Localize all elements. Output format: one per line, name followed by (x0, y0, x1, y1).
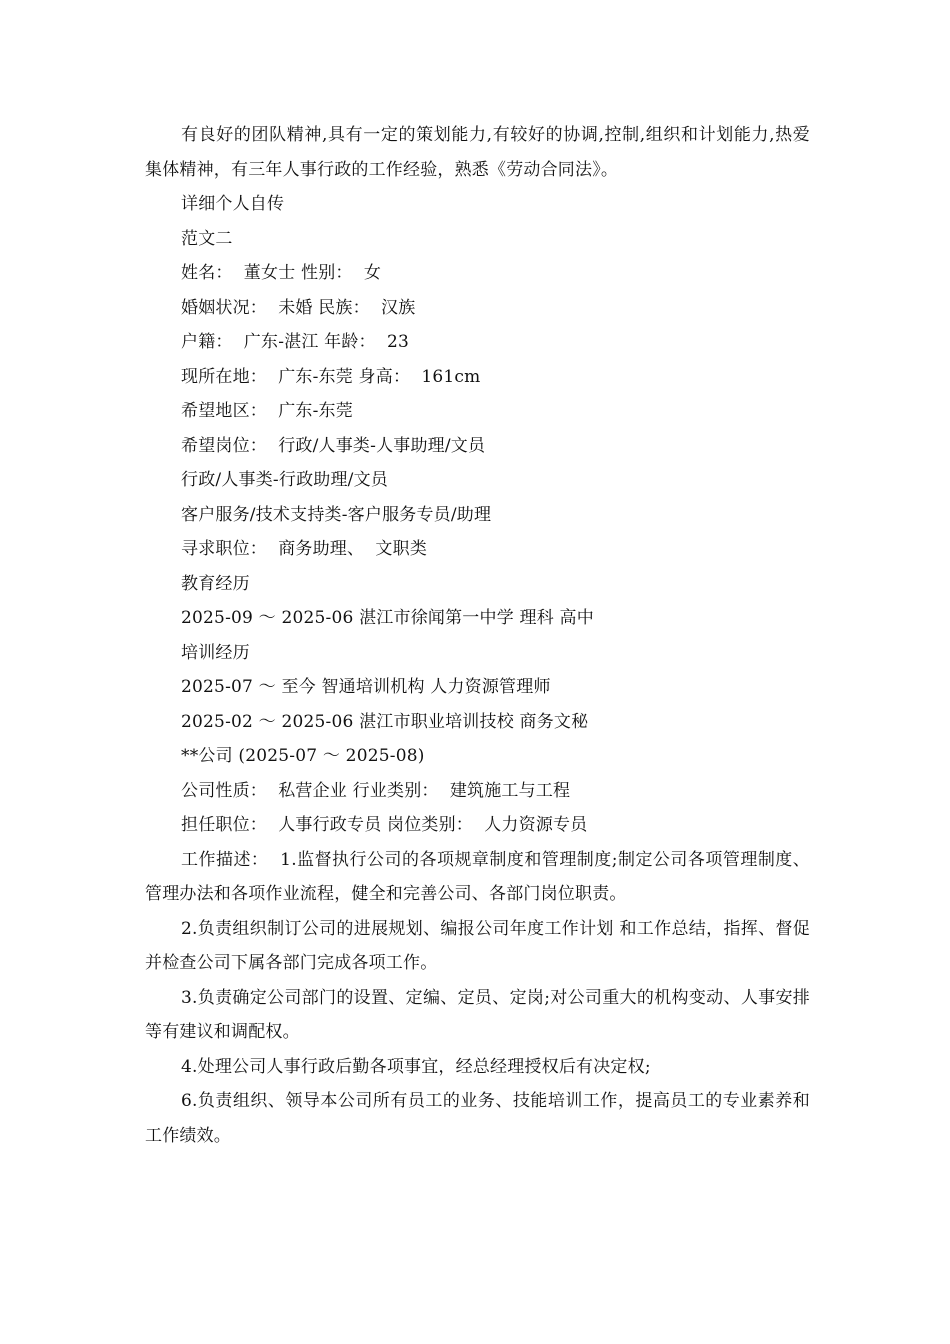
desired-position-line-2: 行政/人事类-行政助理/文员 (181, 470, 388, 490)
desired-region-line: 希望地区： 广东-东莞 (181, 401, 353, 421)
job-description-paragraph-3: 3.负责确定公司部门的设置、定编、定员、定岗;对公司重大的机构变动、人事安排等有建议和调配权。 (145, 987, 810, 1042)
company-nature-line: 公司性质： 私营企业 行业类别： 建筑施工与工程 (181, 780, 571, 801)
location-height-line: 现所在地： 广东-东莞 身高： 161cm (181, 366, 481, 387)
hometown-age-line: 户籍： 广东-湛江 年龄： 23 (181, 332, 409, 352)
job-description-paragraph-6: 6.负责组织、领导本公司所有员工的业务、技能培训工作，提高员工的专业素养和工作绩效。 (145, 1091, 810, 1146)
section-title-autobiography: 详细个人自传 (181, 194, 285, 214)
company-line: **公司 (2025-07 ～ 2025-08) (181, 746, 425, 766)
desired-position-line: 希望岗位： 行政/人事类-人事助理/文员 (181, 435, 486, 456)
education-heading: 教育经历 (181, 573, 250, 594)
name-gender-line: 姓名： 董女士 性别： 女 (181, 263, 382, 283)
document-body (145, 118, 810, 1153)
education-entry: 2025-09 ～ 2025-06 湛江市徐闻第一中学 理科 高中 (181, 608, 594, 628)
intro-paragraph: 有良好的团队精神,具有一定的策划能力,有较好的协调,控制,组织和计划能力,热爱集体精神，有三年人事行政的工作经验，熟悉《劳动合同法》。 (145, 125, 810, 180)
job-description-paragraph-4: 4.处理公司人事行政后勤各项事宜，经总经理授权后有决定权; (181, 1056, 651, 1077)
training-entry-1: 2025-07 ～ 至今 智通培训机构 人力资源管理师 (181, 677, 551, 697)
marital-ethnicity-line: 婚姻状况： 未婚 民族： 汉族 (181, 297, 416, 318)
sample-label: 范文二 (181, 228, 233, 249)
job-description-paragraph-1: 工作描述： 1.监督执行公司的各项规章制度和管理制度;制定公司各项管理制度、管理办法和各项作业流程，健全和完善公司、各部门岗位职责。 (145, 849, 810, 904)
training-entry-2: 2025-02 ～ 2025-06 湛江市职业培训技校 商务文秘 (181, 711, 589, 732)
seeking-job-line: 寻求职位： 商务助理、 文职类 (181, 539, 428, 559)
job-description-paragraph-2: 2.负责组织制订公司的进展规划、编报公司年度工作计划 和工作总结，指挥、督促并检查公司下属各部门完成各项工作。 (145, 918, 810, 973)
training-heading: 培训经历 (181, 642, 250, 663)
desired-position-line-3: 客户服务/技术支持类-客户服务专员/助理 (181, 504, 492, 525)
job-title-line: 担任职位： 人事行政专员 岗位类别： 人力资源专员 (181, 815, 588, 835)
